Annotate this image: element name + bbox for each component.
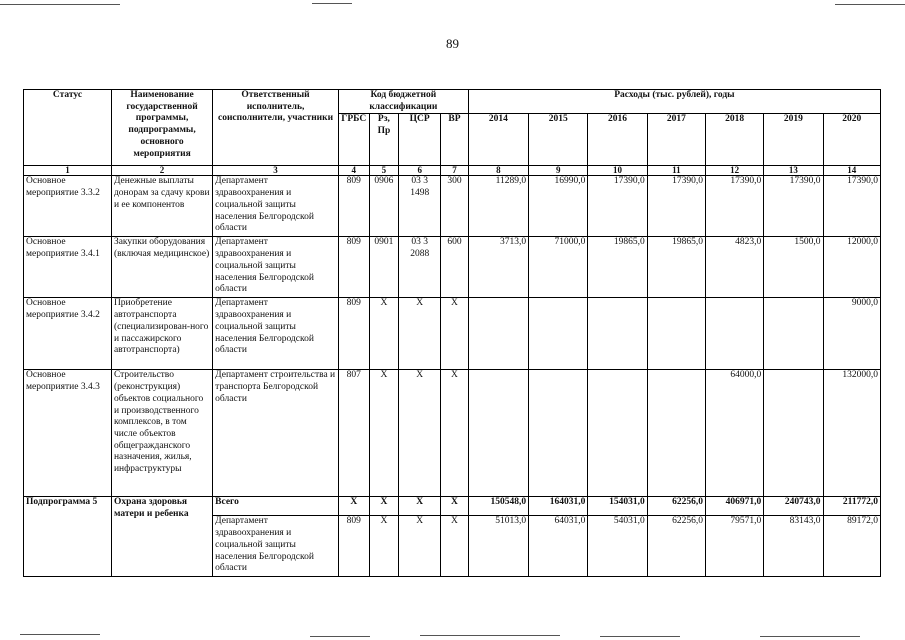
row-grbs: Х (338, 497, 369, 516)
column-number: 8 (468, 166, 528, 176)
row-value: 132000,0 (823, 370, 880, 497)
column-number: 11 (647, 166, 705, 176)
table-row (24, 370, 881, 497)
row-value (764, 370, 823, 497)
column-number: 14 (823, 166, 880, 176)
row-value (764, 298, 823, 370)
header-grbs: ГРБС (338, 114, 369, 166)
scan-artifact-bottom-4 (600, 636, 680, 637)
row-status: Основное мероприятие 3.4.3 (24, 370, 112, 497)
row-rzpr: Х (369, 516, 399, 577)
row-value: 17390,0 (588, 176, 647, 237)
column-number: 13 (764, 166, 823, 176)
row-name: Денежные выплаты донорам за сдачу крови и ее компонентов (111, 176, 212, 237)
row-value (647, 298, 705, 370)
subprogram-total-label: Всего (213, 497, 339, 516)
header-year: 2019 (764, 114, 823, 166)
row-rzpr: 0901 (369, 237, 399, 298)
row-value: 64031,0 (529, 516, 588, 577)
subprogram-status: Подпрограмма 5 (24, 497, 112, 577)
row-rzpr: 0906 (369, 176, 399, 237)
row-value: 164031,0 (529, 497, 588, 516)
row-grbs: 809 (338, 298, 369, 370)
header-year: 2015 (529, 114, 588, 166)
row-csr: Х (399, 497, 441, 516)
row-rzpr: Х (369, 298, 399, 370)
row-value: 154031,0 (588, 497, 647, 516)
header-year: 2020 (823, 114, 880, 166)
column-number: 10 (588, 166, 647, 176)
row-value: 3713,0 (468, 237, 528, 298)
row-value (588, 370, 647, 497)
row-value: 17390,0 (764, 176, 823, 237)
row-csr: 03 3 1498 (399, 176, 441, 237)
row-value: 406971,0 (705, 497, 763, 516)
budget-table (23, 89, 881, 577)
row-vr: 600 (441, 237, 469, 298)
column-number-row (24, 166, 881, 176)
column-number: 7 (441, 166, 469, 176)
table-row (24, 237, 881, 298)
row-value (468, 370, 528, 497)
row-value: 4823,0 (705, 237, 763, 298)
row-executor: Департамент здравоохранения и социальной защиты населения Белгородской области (213, 176, 339, 237)
scan-artifact-bottom-3 (420, 635, 560, 636)
row-csr: Х (399, 370, 441, 497)
row-value: 54031,0 (588, 516, 647, 577)
row-value: 240743,0 (764, 497, 823, 516)
column-number: 6 (399, 166, 441, 176)
row-vr: Х (441, 497, 469, 516)
row-status: Основное мероприятие 3.3.2 (24, 176, 112, 237)
row-value: 62256,0 (647, 516, 705, 577)
header-csr: ЦСР (399, 114, 441, 166)
header-year: 2014 (468, 114, 528, 166)
table-row (24, 298, 881, 370)
row-status: Основное мероприятие 3.4.2 (24, 298, 112, 370)
row-name: Приобретение автотранспорта (специализирован-ного и пассажирского автотранспорта) (111, 298, 212, 370)
header-name: Наименование государственной программы, подпрограммы, основного мероприятия (111, 90, 212, 166)
row-value (588, 298, 647, 370)
row-value: 17390,0 (823, 176, 880, 237)
row-vr: Х (441, 516, 469, 577)
column-number: 9 (529, 166, 588, 176)
header-executor: Ответственный исполнитель, соисполнители, участники (213, 90, 339, 166)
row-vr: Х (441, 370, 469, 497)
row-value (529, 298, 588, 370)
row-value: 51013,0 (468, 516, 528, 577)
subprogram-name: Охрана здоровья матери и ребенка (111, 497, 212, 577)
header-budget-code: Код бюджетной классификации (338, 90, 468, 114)
column-number: 5 (369, 166, 399, 176)
row-rzpr: Х (369, 497, 399, 516)
header-vr: ВР (441, 114, 469, 166)
table-row (24, 176, 881, 237)
header-expenses: Расходы (тыс. рублей), годы (468, 90, 880, 114)
page-number: 89 (446, 36, 459, 51)
row-executor: Департамент здравоохранения и социальной защиты населения Белгородской области (213, 298, 339, 370)
scan-artifact-top-left (0, 4, 120, 5)
row-value: 17390,0 (705, 176, 763, 237)
row-csr: Х (399, 516, 441, 577)
row-grbs: 809 (338, 516, 369, 577)
row-value: 19865,0 (588, 237, 647, 298)
column-number: 4 (338, 166, 369, 176)
row-value: 9000,0 (823, 298, 880, 370)
row-value: 64000,0 (705, 370, 763, 497)
row-value: 12000,0 (823, 237, 880, 298)
row-value (529, 370, 588, 497)
header-status: Статус (24, 90, 112, 166)
row-value: 17390,0 (647, 176, 705, 237)
row-grbs: 809 (338, 237, 369, 298)
scan-artifact-bottom-1 (20, 634, 100, 635)
row-name: Строительство (реконструкция) объектов социального и производственного комплексов, в том числе объектов общегражданского назначения, жилья, инфраструктуры (111, 370, 212, 497)
column-number: 2 (111, 166, 212, 176)
column-number: 1 (24, 166, 112, 176)
column-number: 3 (213, 166, 339, 176)
header-year: 2017 (647, 114, 705, 166)
header-year: 2016 (588, 114, 647, 166)
row-executor: Департамент строительства и транспорта Белгородской области (213, 370, 339, 497)
row-value (647, 370, 705, 497)
scan-artifact-top-right (835, 4, 905, 5)
header-rzpr: Рз, Пр (369, 114, 399, 166)
row-value: 11289,0 (468, 176, 528, 237)
row-value: 16990,0 (529, 176, 588, 237)
row-value (468, 298, 528, 370)
column-number: 12 (705, 166, 763, 176)
row-value: 19865,0 (647, 237, 705, 298)
row-value: 79571,0 (705, 516, 763, 577)
row-csr: Х (399, 298, 441, 370)
row-value: 83143,0 (764, 516, 823, 577)
row-value: 89172,0 (823, 516, 880, 577)
row-value: 1500,0 (764, 237, 823, 298)
row-value: 211772,0 (823, 497, 880, 516)
header-year: 2018 (705, 114, 763, 166)
row-value: 71000,0 (529, 237, 588, 298)
row-value (705, 298, 763, 370)
table-row-subprogram-total (24, 497, 881, 516)
scan-artifact-bottom-5 (760, 636, 860, 637)
row-rzpr: Х (369, 370, 399, 497)
row-executor: Департамент здравоохранения и социальной защиты населения Белгородской области (213, 516, 339, 577)
row-value: 150548,0 (468, 497, 528, 516)
row-grbs: 807 (338, 370, 369, 497)
row-vr: 300 (441, 176, 469, 237)
scan-artifact-top-mid (312, 3, 352, 4)
row-name: Закупки оборудования (включая медицинское) (111, 237, 212, 298)
scan-artifact-bottom-2 (310, 636, 370, 637)
row-vr: Х (441, 298, 469, 370)
row-csr: 03 3 2088 (399, 237, 441, 298)
row-value: 62256,0 (647, 497, 705, 516)
row-grbs: 809 (338, 176, 369, 237)
row-status: Основное мероприятие 3.4.1 (24, 237, 112, 298)
row-executor: Департамент здравоохранения и социальной защиты населения Белгородской области (213, 237, 339, 298)
